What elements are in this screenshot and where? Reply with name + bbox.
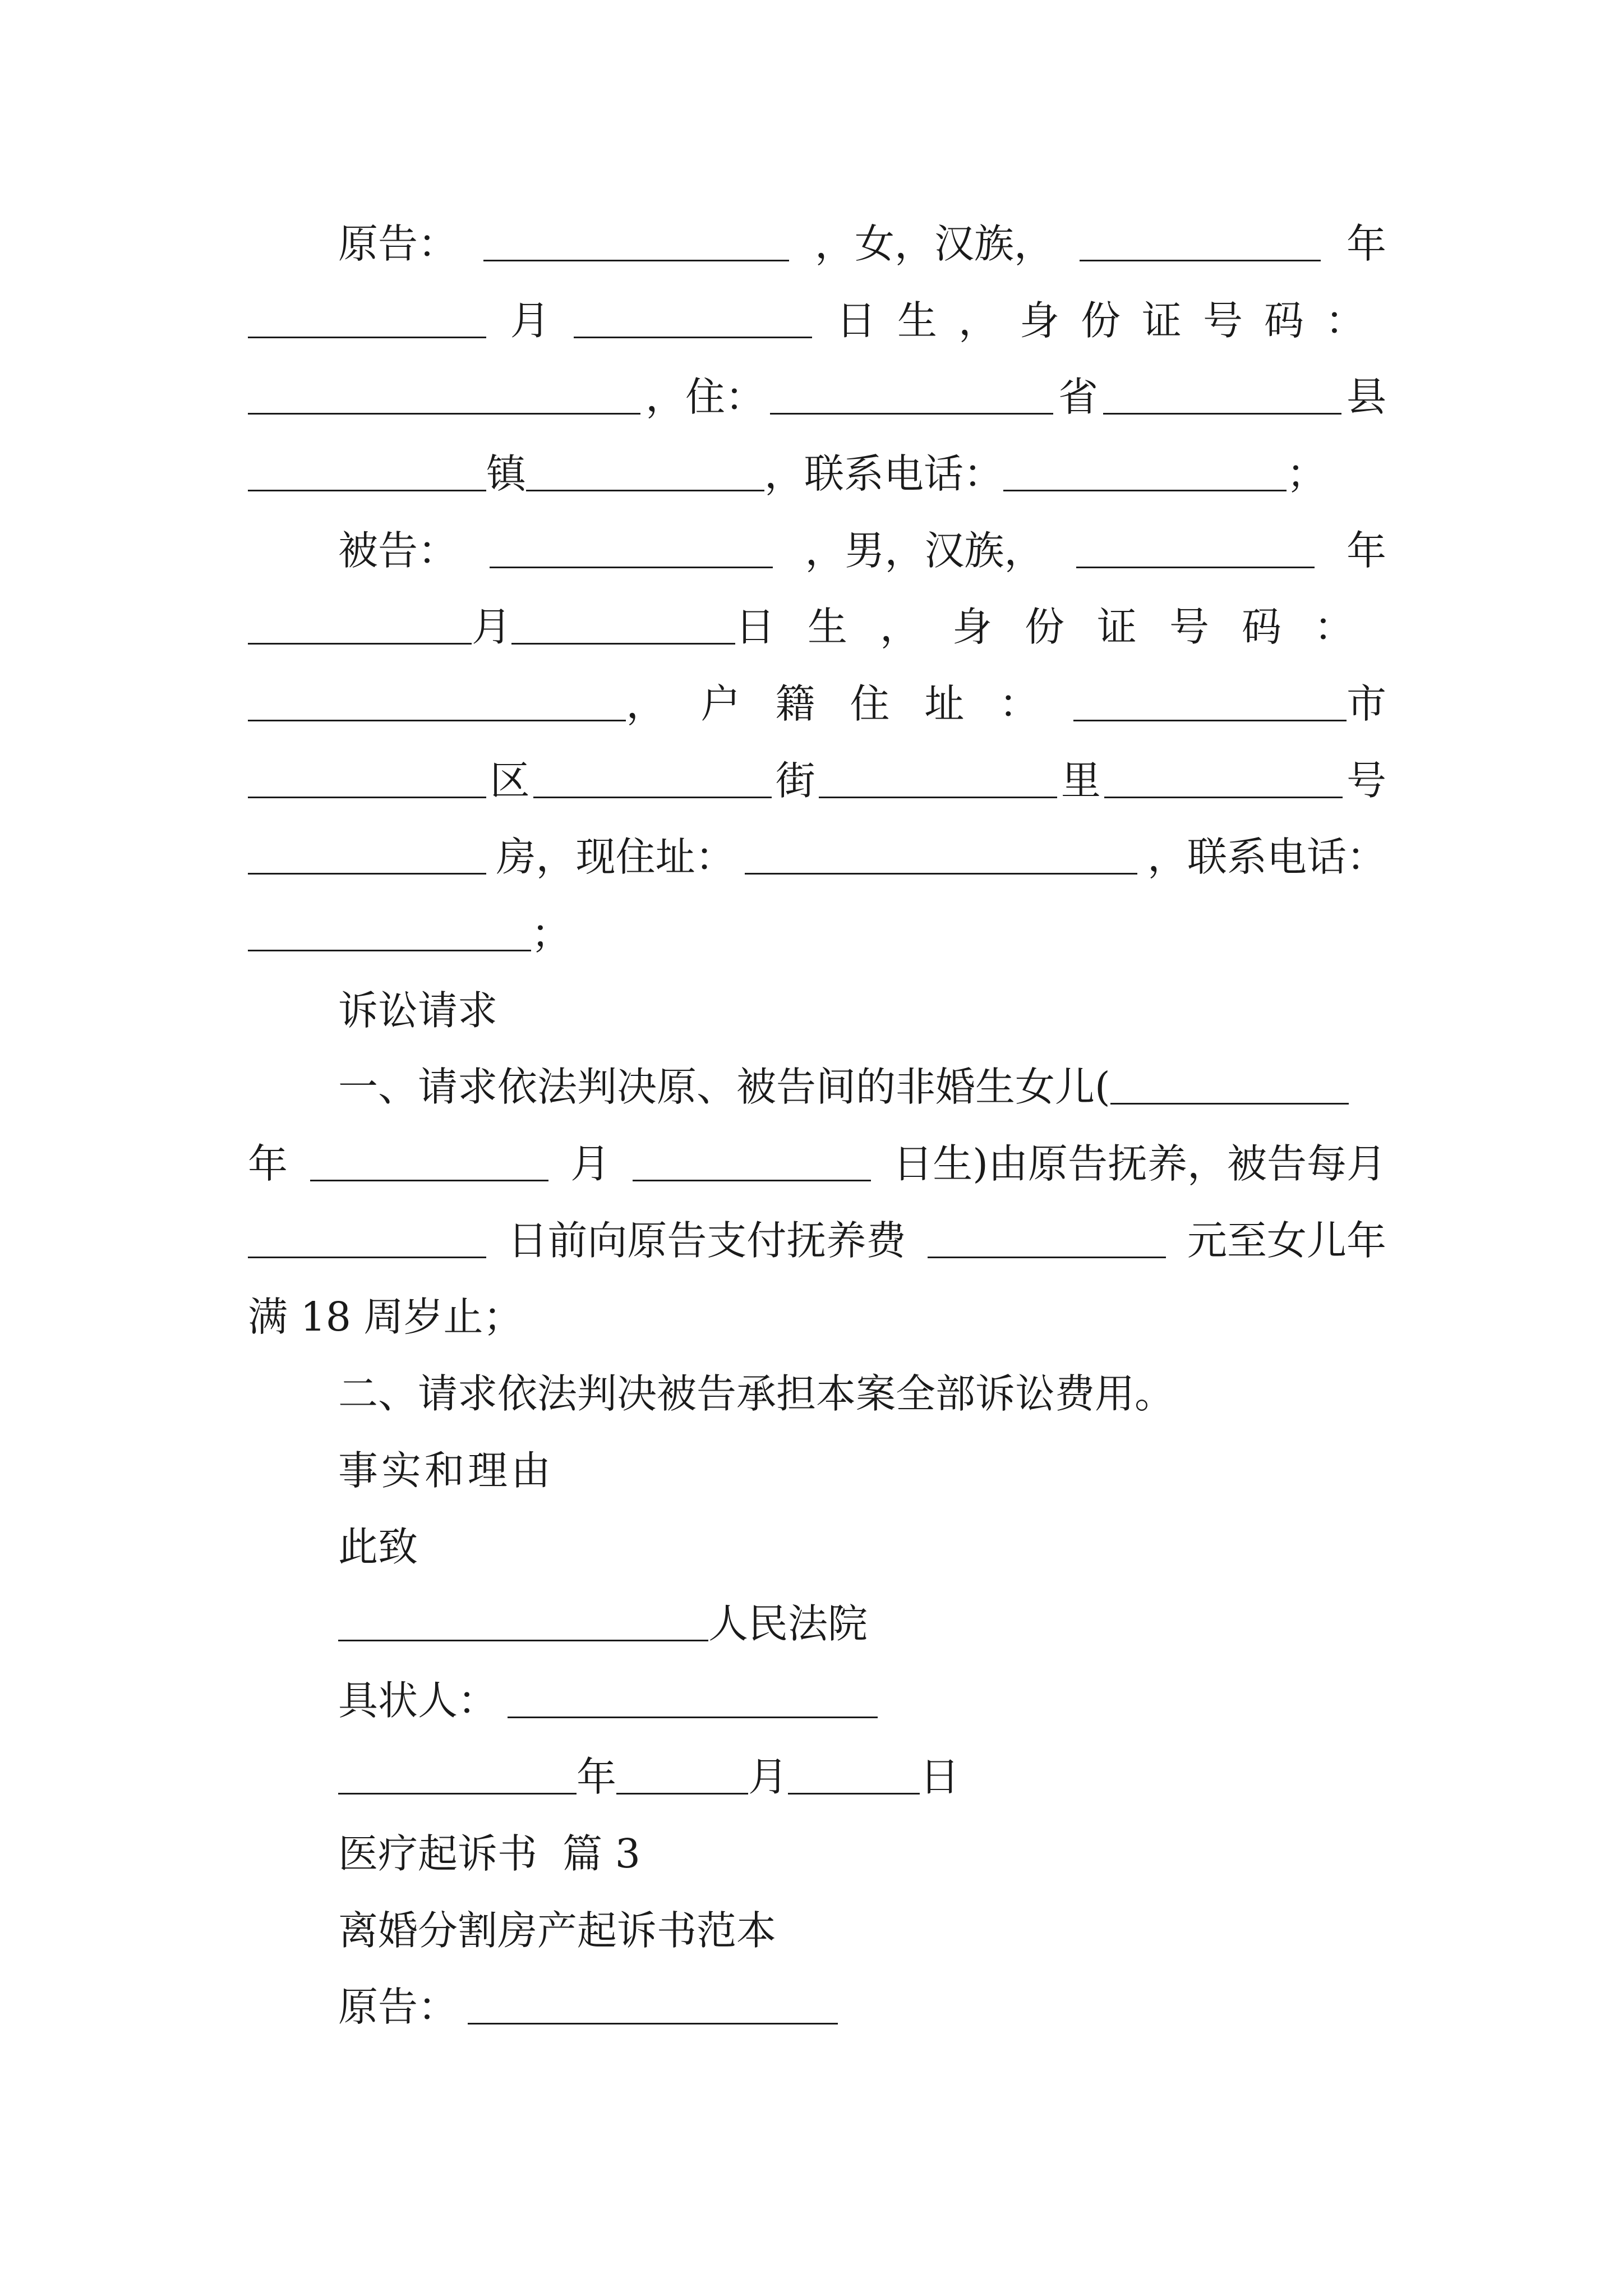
- text: 诉讼请求: [338, 987, 498, 1034]
- section-heading-facts: [338, 1434, 1386, 1496]
- blank: [526, 490, 764, 491]
- blank: [248, 950, 531, 951]
- section-title-divorce: [338, 1894, 1386, 1956]
- text: 月: [570, 1140, 611, 1187]
- text: 人民法院: [708, 1600, 868, 1647]
- blank: [1110, 1103, 1349, 1105]
- text: 年: [248, 1140, 288, 1187]
- text: 年: [1346, 220, 1386, 267]
- blank: [1003, 490, 1287, 491]
- text: 区: [490, 757, 530, 804]
- text: 房，现住址：: [496, 834, 735, 880]
- claim-1-line-2: [248, 1128, 1386, 1189]
- text: 被告：: [338, 527, 458, 574]
- text: 原告：: [338, 1984, 458, 2030]
- blank: [928, 1257, 1166, 1258]
- blank: [483, 260, 789, 261]
- blank: [633, 1180, 871, 1181]
- text: 二、请求依法判决被告承担本案全部诉讼费用。: [338, 1370, 1175, 1417]
- text: ，户籍住址：: [626, 680, 1074, 727]
- blank: [248, 490, 486, 491]
- text: 年: [577, 1754, 617, 1800]
- text: 离婚分割房产起诉书范本: [338, 1907, 777, 1954]
- text: 日前向原告支付抚养费: [508, 1217, 906, 1264]
- text: ；: [531, 910, 571, 957]
- text: 市: [1346, 680, 1386, 727]
- blank: [338, 1640, 708, 1641]
- blank: [248, 720, 626, 721]
- plaintiff-line-4: [248, 438, 1386, 499]
- text: ，住：: [645, 374, 765, 420]
- text: 街: [775, 757, 815, 804]
- text: 事实和理由: [338, 1447, 555, 1494]
- blank: [616, 1793, 748, 1795]
- blank: [574, 337, 812, 338]
- blank: [533, 797, 772, 798]
- text: 此致: [338, 1524, 418, 1570]
- section-heading-claims: [338, 974, 1386, 1036]
- blank: [1104, 797, 1343, 798]
- text: 日生)由原告抚养，被告每月: [893, 1140, 1386, 1187]
- text: ，女，汉族，: [814, 220, 1054, 267]
- blank: [310, 1180, 548, 1181]
- salutation: [338, 1511, 1386, 1572]
- blank: [788, 1793, 920, 1795]
- text: ，联系电话：: [1147, 834, 1386, 880]
- text: 号: [1346, 757, 1386, 804]
- text: 镇: [486, 450, 527, 497]
- section-title-medical: [338, 1818, 1386, 1879]
- text: 月: [471, 604, 511, 650]
- plaintiff-line-2: [248, 284, 1386, 346]
- claim-2: [338, 1358, 1386, 1419]
- blank: [1073, 720, 1347, 721]
- text: 具状人：: [338, 1677, 498, 1724]
- claim-1-line-4: [248, 1281, 1386, 1342]
- text: 县: [1346, 374, 1386, 420]
- blank: [1076, 567, 1315, 568]
- text: 满 18 周岁止；: [248, 1294, 523, 1340]
- text: ；: [1287, 450, 1327, 497]
- defendant-line-6: [248, 898, 1386, 959]
- text: 年: [1346, 527, 1386, 574]
- text: 原告：: [338, 220, 458, 267]
- blank: [248, 1257, 486, 1258]
- text: 月: [748, 1754, 789, 1800]
- blank: [248, 643, 472, 645]
- plaintiff-final-line: [338, 1971, 1386, 2032]
- blank: [508, 1717, 878, 1718]
- text: 医疗起诉书 篇 3: [338, 1830, 640, 1877]
- blank: [511, 643, 735, 645]
- blank: [770, 413, 1053, 415]
- blank: [248, 797, 486, 798]
- defendant-line-1: [338, 514, 1386, 576]
- defendant-line-4: [248, 744, 1386, 806]
- plaintiff-line-3: [248, 361, 1386, 422]
- text: ，联系电话：: [764, 450, 1004, 497]
- date-line: [338, 1741, 1386, 1802]
- defendant-line-5: [248, 821, 1386, 882]
- text: 省: [1058, 374, 1098, 420]
- text: ，男，汉族，: [805, 527, 1044, 574]
- claim-1-line-3: [248, 1204, 1386, 1266]
- blank: [248, 337, 486, 338]
- defendant-line-3: [248, 668, 1386, 729]
- text: 一、请求依法判决原、被告间的非婚生女儿(: [338, 1064, 1110, 1110]
- text: 日生，身份证号码：: [836, 297, 1386, 344]
- plaintiff-line-1: [338, 208, 1386, 269]
- blank: [468, 2023, 838, 2024]
- blank: [1103, 413, 1341, 415]
- blank: [248, 413, 640, 415]
- claim-1-line-1: [338, 1051, 1386, 1112]
- text: 元至女儿年: [1187, 1217, 1386, 1264]
- blank: [490, 567, 773, 568]
- text: 日: [920, 1754, 960, 1800]
- text: 日生，身份证号码：: [735, 604, 1386, 650]
- text: 月: [510, 297, 550, 344]
- defendant-line-2: [248, 591, 1386, 652]
- blank: [338, 1793, 577, 1795]
- blank: [819, 797, 1057, 798]
- blank: [248, 873, 486, 875]
- blank: [1080, 260, 1321, 261]
- blank: [745, 873, 1137, 875]
- text: 里: [1061, 757, 1101, 804]
- signer-line: [338, 1664, 1386, 1726]
- court-line: [338, 1588, 1386, 1649]
